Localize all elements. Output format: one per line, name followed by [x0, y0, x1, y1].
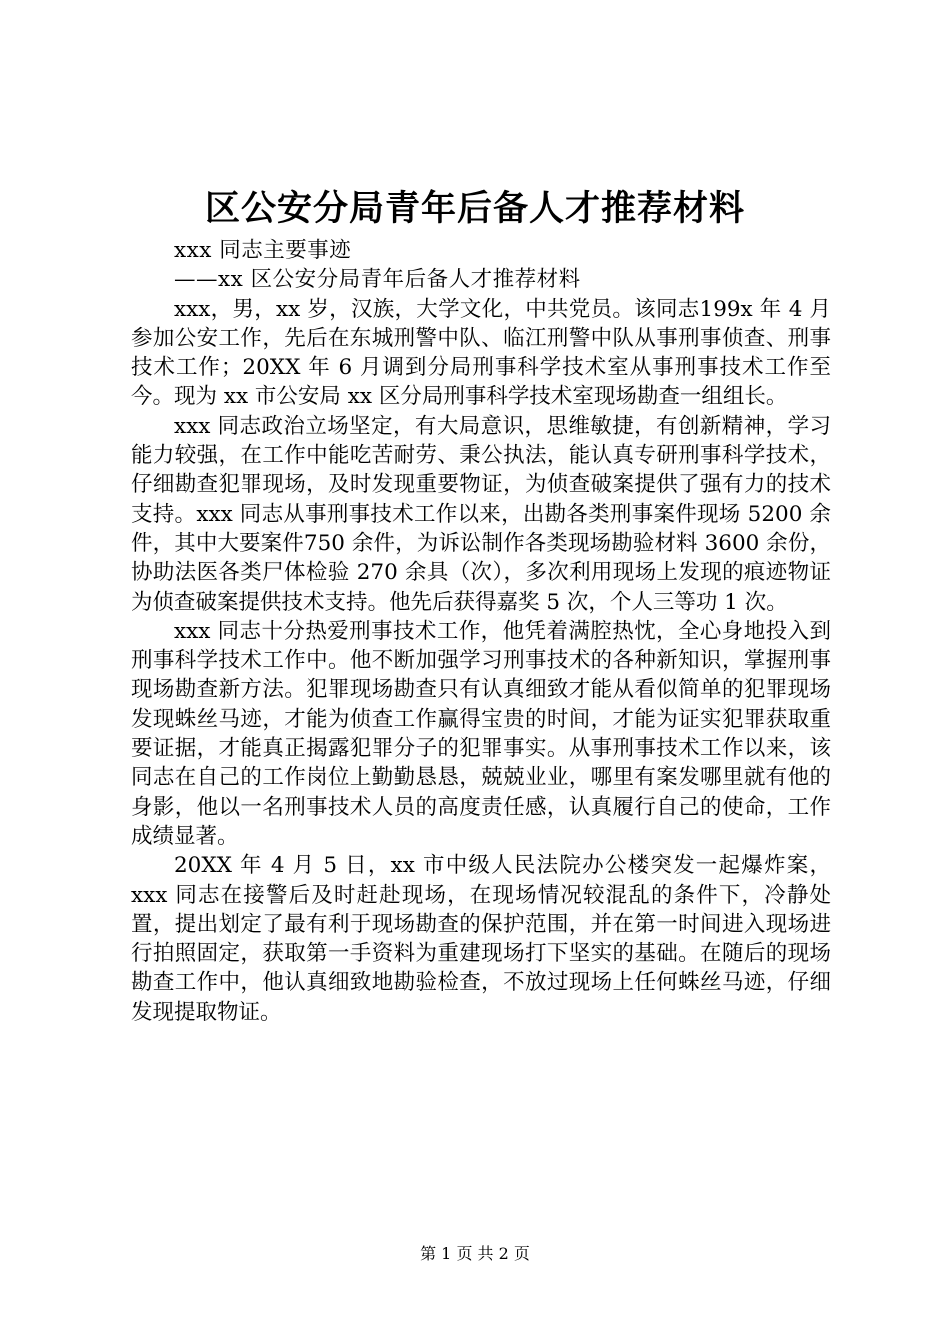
paragraph-explosion-case: 20XX 年 4 月 5 日，xx 市中级人民法院办公楼突发一起爆炸案，xxx 同志在接警后及时赶赴现场，在现场情况较混乱的条件下，冷静处置，提出划定了最有利于现场勘查的保护范围，并在第一时间进入现场进行拍照固定，获取第一手资料为重建现场打下坚实的基础。在随后的现场勘查工作中，他认真细致地勘验检查，不放过现场上任何蛛丝马迹，仔细发现提取物证。 — [131, 853, 831, 1025]
document-body — [131, 236, 831, 1027]
page-indicator: 第 1 页 共 2 页 — [420, 1244, 530, 1263]
paragraph-dedication: xxx 同志十分热爱刑事技术工作，他凭着满腔热忱，全心身地投入到刑事科学技术工作中。他不断加强学习刑事技术的各种新知识，掌握刑事现场勘查新方法。犯罪现场勘查只有认真细致才能从看似简单的犯罪现场发现蛛丝马迹，才能为侦查工作赢得宝贵的时间，才能为证实犯罪获取重要证据，才能真正揭露犯罪分子的犯罪事实。从事刑事技术工作以来，该同志在自己的工作岗位上勤勤恳恳，兢兢业业，哪里有案发哪里就有他的身影，他以一名刑事技术人员的高度责任感，认真履行自己的使命，工作成绩显著。 — [131, 618, 831, 849]
document-title: 区公安分局青年后备人才推荐材料 — [204, 188, 745, 229]
paragraph-political-stance: xxx 同志政治立场坚定，有大局意识，思维敏捷，有创新精神，学习能力较强，在工作中能吃苦耐劳、秉公执法，能认真专研刑事科学技术，仔细勘查犯罪现场，及时发现重要物证，为侦查破案提供了强有力的技术支持。xxx 同志从事刑事技术工作以来，出勘各类刑事案件现场 5200 余件，其中大要案件750 余件，为诉讼制作各类现场勘验材料 3600 余份，协助法医各类尸体检验 270 余具（次），多次利用现场上发现的痕迹物证为侦查破案提供技术支持。他先后获得嘉奖 5 次，个人三等功 1 次。 — [131, 413, 831, 615]
subtitle-recommendation: ——xx 区公安分局青年后备人才推荐材料 — [174, 267, 581, 293]
subtitle-main-deeds: xxx 同志主要事迹 — [174, 238, 352, 263]
paragraph-basic-info: xxx，男，xx 岁，汉族，大学文化，中共党员。该同志199x 年 4 月参加公安工作，先后在东城刑警中队、临江刑警中队从事刑事侦查、刑事技术工作；20XX 年 6 月调到分局刑事科学技术室从事刑事技术工作至今。现为 xx 市公安局 xx 区分局刑事科学技术室现场勘查一组组长。 — [131, 296, 831, 410]
page-footer — [0, 1243, 950, 1265]
